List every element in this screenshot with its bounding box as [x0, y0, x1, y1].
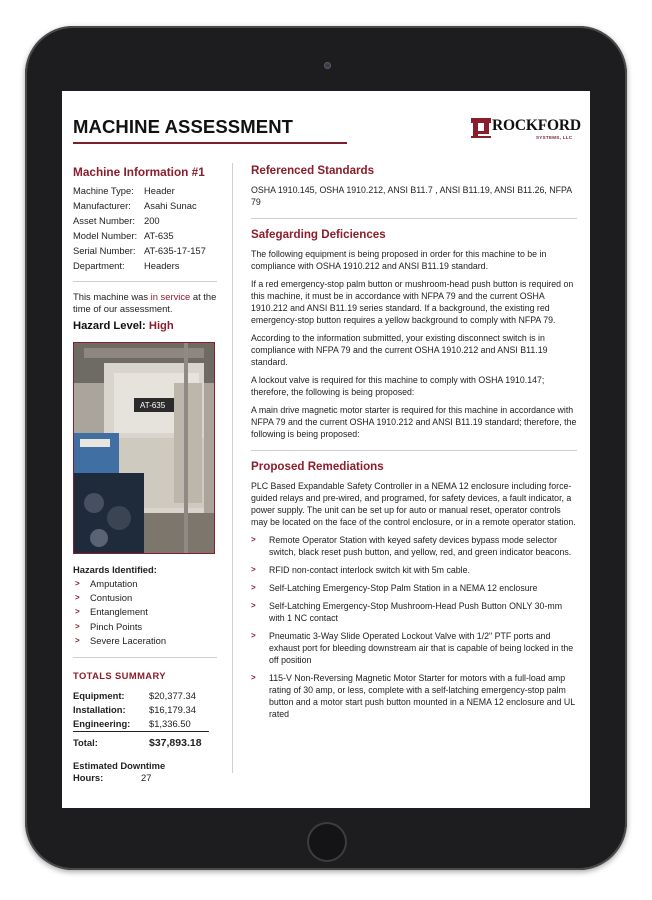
- remediation-text: Remote Operator Station with keyed safety devices bypass mode selector switch, black reset push button, and yellow, red, and green indicator beacons.: [269, 535, 572, 557]
- chevron-right-icon: >: [75, 607, 80, 617]
- machine-photo-illustration: [74, 343, 214, 553]
- logo-tagline: SYSTEMS, LLC: [536, 135, 573, 140]
- safeguarding-paragraph: According to the information submitted, your existing disconnect switch is in compliance with NFPA 79 and the current OSHA 1910.212 and ANSI B11.19 standard.: [251, 333, 548, 367]
- info-value: Asahi Sunac: [144, 200, 197, 211]
- safeguarding-paragraph: If a red emergency-stop palm button or mushroom-head push button is required on this machine, it must be in accordance with NFPA 79 and the current OSHA 1910.212 and ANSI B11.19 series standard. If a background, the existing red emergency-stop button requires a yellow background to comply with NFPA 79.: [251, 279, 574, 325]
- status-suffix: at the time of our assessment.: [73, 291, 217, 314]
- left-column: [73, 165, 217, 784]
- safeguarding-title: Safegarding Deficiences: [251, 228, 386, 241]
- totals-title: TOTALS SUMMARY: [73, 670, 166, 682]
- remediation-item: [251, 630, 577, 666]
- machine-photo: [73, 342, 215, 554]
- chevron-right-icon: >: [251, 535, 256, 544]
- title-underline: [73, 142, 347, 144]
- totals-label: Engineering:: [73, 718, 131, 730]
- divider: [251, 218, 577, 219]
- info-label: Machine Type:: [73, 185, 134, 196]
- divider: [73, 657, 217, 658]
- remediations-intro: PLC Based Expandable Safety Controller in a NEMA 12 enclosure including force-guided relays and pre-wired, and programed, for safety devices, a fault indicator, a power supply. The unit can be set up for auto or manual reset, operator controls may be located on the face of the control enclosure, or in a remote operator station.: [251, 481, 576, 527]
- totals-value: $1,336.50: [149, 718, 191, 730]
- remediation-item: [251, 564, 577, 576]
- totals-row-total: [73, 736, 217, 750]
- info-row-model-number: [73, 228, 217, 243]
- remediations-title: Proposed Remediations: [251, 460, 384, 473]
- totals-total-value: $37,893.18: [149, 737, 202, 750]
- info-value: Header: [144, 185, 175, 196]
- screen: [62, 91, 590, 808]
- status-prefix: This machine was: [73, 291, 151, 302]
- divider: [73, 281, 217, 282]
- machine-info-title: Machine Information #1: [73, 165, 205, 179]
- chevron-right-icon: >: [251, 673, 256, 682]
- status-state: in service: [150, 291, 191, 302]
- info-label: Serial Number:: [73, 245, 136, 256]
- hazard-item: [73, 620, 217, 634]
- hazard-item: [73, 605, 217, 619]
- totals-value: $16,179.34: [149, 704, 196, 716]
- hazard-level-value: High: [148, 320, 174, 332]
- chevron-right-icon: >: [251, 565, 256, 574]
- chevron-right-icon: >: [75, 621, 80, 631]
- info-label: Department:: [73, 260, 125, 271]
- chevron-right-icon: >: [251, 583, 256, 592]
- remediation-text: Self-Latching Emergency-Stop Mushroom-Head Push Button ONLY 30-mm with 1 NC contact: [269, 601, 563, 623]
- remediation-text: Pneumatic 3-Way Slide Operated Lockout Valve with 1/2" PTF ports and exhaust port for bleeding downstream air that is capable of being locked in the off position: [269, 631, 574, 665]
- hazard-label: Contusion: [90, 592, 133, 604]
- chevron-right-icon: >: [251, 631, 256, 640]
- photo-plate-text: AT-635: [140, 401, 166, 410]
- info-row-machine-type: [73, 183, 217, 198]
- hazards-title: Hazards Identified:: [73, 564, 157, 575]
- info-value: 200: [144, 215, 160, 226]
- info-row-serial-number: [73, 243, 217, 258]
- info-value: AT-635: [144, 230, 174, 241]
- camera-icon: [324, 62, 331, 69]
- info-row-asset-number: [73, 213, 217, 228]
- rockford-logo: [470, 115, 580, 141]
- hazard-level: [73, 319, 217, 334]
- page-title: MACHINE ASSESSMENT: [73, 116, 294, 137]
- hazard-label: Entanglement: [90, 606, 148, 618]
- remediation-item: [251, 582, 577, 594]
- chevron-right-icon: >: [75, 593, 80, 603]
- hazard-item: [73, 577, 217, 591]
- column-divider: [232, 163, 233, 773]
- info-label: Asset Number:: [73, 215, 135, 226]
- status-text: [73, 291, 217, 315]
- hazard-label: Amputation: [90, 578, 138, 589]
- right-column: [251, 165, 577, 726]
- safeguarding-paragraph: A main drive magnetic motor starter is required for this machine in accordance with NFPA 79 and the current OSHA 1910.212 and ANSI B11.19 standard; therefore, the following is being proposed:: [251, 405, 577, 439]
- info-value: Headers: [144, 260, 180, 271]
- chevron-right-icon: >: [75, 635, 80, 645]
- downtime-hours-label: Hours:: [73, 772, 104, 784]
- remediation-item: [251, 600, 577, 624]
- referenced-standards-text: OSHA 1910.145, OSHA 1910.212, ANSI B11.7 , ANSI B11.19, ANSI B11.26, NFPA 79: [251, 185, 572, 207]
- totals-row-installation: [73, 703, 217, 717]
- divider: [251, 450, 577, 451]
- totals-row-engineering: [73, 717, 209, 732]
- hazard-label: Severe Laceration: [90, 634, 167, 646]
- rockford-logo-icon: [470, 117, 492, 139]
- hazard-item: [73, 591, 217, 605]
- downtime-value: 27: [141, 772, 152, 784]
- totals-total-label: Total:: [73, 737, 98, 749]
- totals-label: Installation:: [73, 704, 126, 716]
- hazard-label: Pinch Points: [90, 620, 143, 632]
- remediation-item: [251, 534, 577, 558]
- remediation-text: Self-Latching Emergency-Stop Palm Station in a NEMA 12 enclosure: [269, 583, 538, 593]
- remediation-item: [251, 672, 577, 720]
- info-label: Manufacturer:: [73, 200, 131, 211]
- totals-value: $20,377.34: [149, 690, 196, 702]
- referenced-standards-title: Referenced Standards: [251, 164, 375, 177]
- safeguarding-paragraph: The following equipment is being proposed in order for this machine to be in compliance with OSHA 1910.212 and ANSI B11.19 standard.: [251, 249, 547, 271]
- info-row-manufacturer: [73, 198, 217, 213]
- totals-row-equipment: [73, 689, 217, 703]
- safeguarding-paragraph: A lockout valve is required for this machine to comply with OSHA 1910.147; therefore, the following is being proposed:: [251, 375, 545, 397]
- info-row-department: [73, 258, 217, 273]
- hazard-level-label: Hazard Level:: [73, 320, 149, 332]
- totals-label: Equipment:: [73, 690, 125, 702]
- chevron-right-icon: >: [251, 601, 256, 610]
- home-button[interactable]: [307, 822, 347, 862]
- downtime-label: Estimated Downtime: [73, 760, 166, 772]
- downtime-row: [73, 760, 217, 772]
- remediation-text: 115-V Non-Reversing Magnetic Motor Starter for motors with a full-load amp rating of 30 amp, or less, complete with a self-latching emergency-stop palm button and a motor start push button mounted in a NEMA 12 enclosure and UL rated: [269, 673, 575, 719]
- logo-name: ROCKFORD: [492, 117, 581, 134]
- info-value: AT-635-17-157: [144, 245, 206, 256]
- downtime-hours-row: [73, 772, 217, 784]
- remediation-text: RFID non-contact interlock switch kit with 5m cable.: [269, 565, 470, 575]
- chevron-right-icon: >: [75, 579, 80, 588]
- hazard-item: [73, 634, 217, 648]
- info-label: Model Number:: [73, 230, 138, 241]
